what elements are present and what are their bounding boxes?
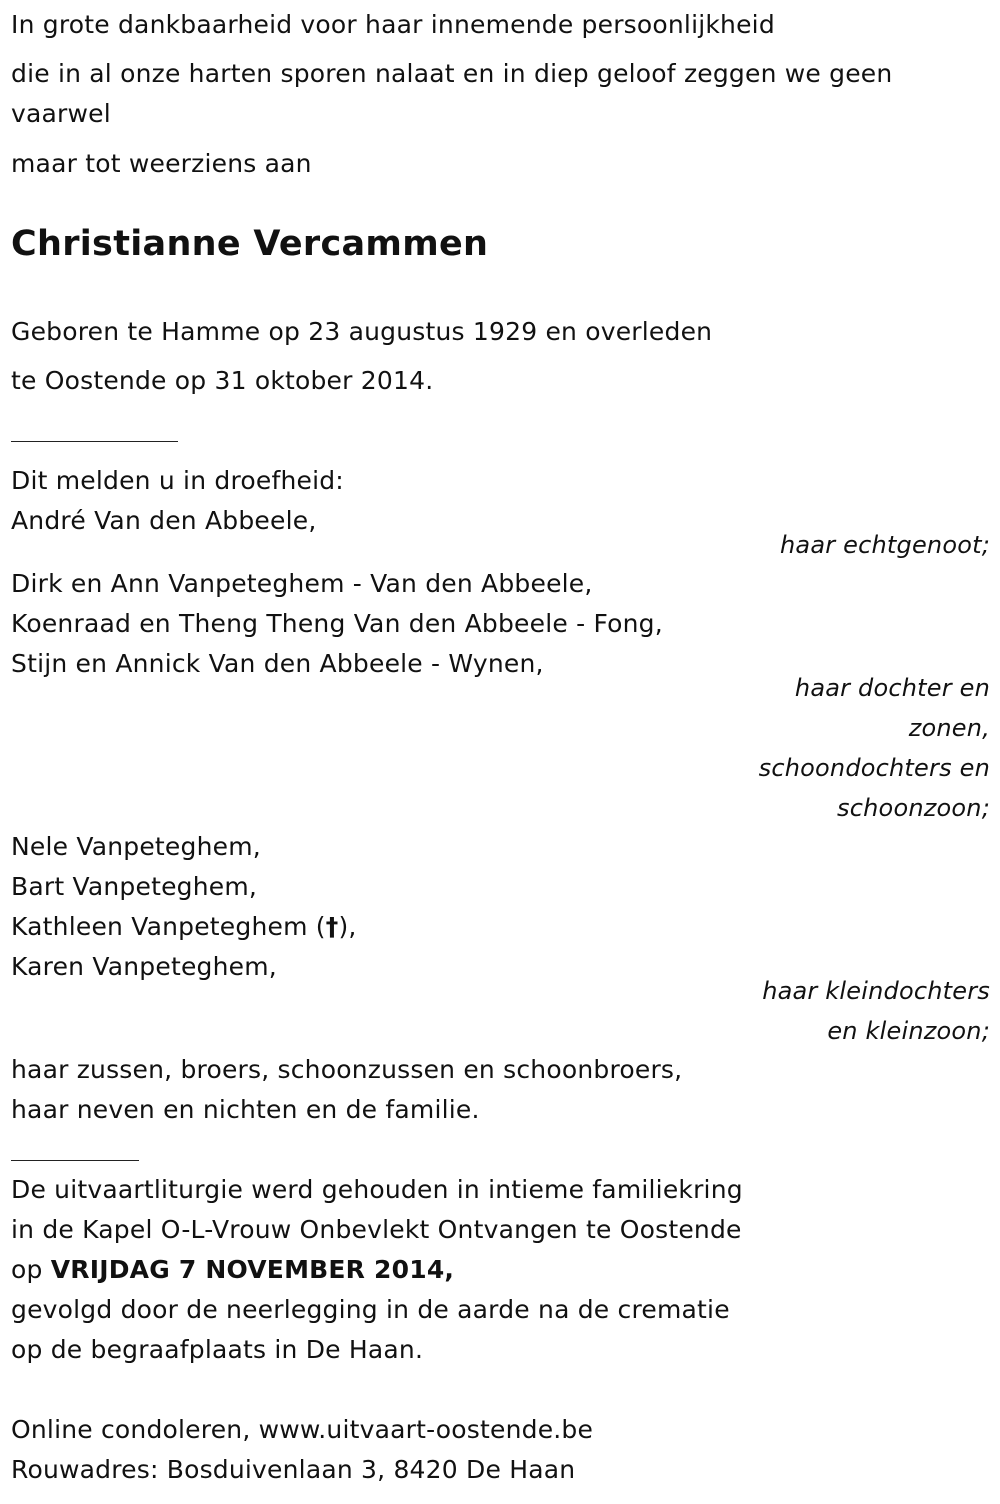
cross-icon: † — [325, 912, 339, 941]
children-role-1: haar dochter en — [794, 674, 990, 702]
cross-close: ), — [338, 912, 357, 941]
grandchild-line-2: Bart Vanpeteghem, — [11, 872, 258, 901]
child-line-3: Stijn en Annick Van den Abbeele - Wynen, — [11, 649, 544, 678]
grandchild-name-3: Kathleen Vanpeteghem ( — [11, 912, 326, 941]
mourning-address: Rouwadres: Bosduivenlaan 3, 8420 De Haan — [11, 1455, 576, 1484]
died-line: te Oostende op 31 oktober 2014. — [11, 366, 434, 395]
intro-line-3: vaarwel — [11, 99, 111, 128]
children-role-4: schoonzoon; — [837, 794, 990, 822]
divider-2 — [11, 1160, 139, 1161]
intro-line-1: In grote dankbaarheid voor haar innemende persoonlijkheid — [11, 10, 775, 39]
grandchildren-role-2: en kleinzoon; — [827, 1017, 990, 1045]
online-condolence: Online condoleren, www.uitvaart-oostende.be — [11, 1415, 594, 1444]
announcement-intro: Dit melden u in droefheid: — [11, 466, 344, 495]
deceased-name: Christianne Vercammen — [11, 224, 489, 264]
child-line-2: Koenraad en Theng Theng Van den Abbeele - Fong, — [11, 609, 663, 638]
grandchild-line-1: Nele Vanpeteghem, — [11, 832, 261, 861]
children-role-3: schoondochters en — [758, 754, 990, 782]
grandchild-line-4: Karen Vanpeteghem, — [11, 952, 277, 981]
funeral-date-prefix: op — [11, 1255, 51, 1284]
funeral-line-5: op de begraafplaats in De Haan. — [11, 1335, 424, 1364]
grandchild-line-3 — [11, 912, 357, 942]
intro-line-4: maar tot weerziens aan — [11, 149, 312, 178]
funeral-line-1: De uitvaartliturgie werd gehouden in intieme familiekring — [11, 1175, 743, 1204]
grandchildren-role-1: haar kleindochters — [762, 977, 990, 1005]
family-line-2: haar neven en nichten en de familie. — [11, 1095, 480, 1124]
funeral-line-3 — [11, 1255, 454, 1285]
divider-1 — [11, 441, 178, 442]
spouse-name: André Van den Abbeele, — [11, 506, 317, 535]
children-role-2: zonen, — [908, 714, 990, 742]
funeral-line-4: gevolgd door de neerlegging in de aarde na de crematie — [11, 1295, 730, 1324]
funeral-date: VRIJDAG 7 NOVEMBER 2014, — [50, 1255, 455, 1284]
funeral-line-2: in de Kapel O-L-Vrouw Onbevlekt Ontvangen te Oostende — [11, 1215, 742, 1244]
born-line: Geboren te Hamme op 23 augustus 1929 en overleden — [11, 317, 713, 346]
intro-line-2: die in al onze harten sporen nalaat en in diep geloof zeggen we geen — [11, 59, 893, 88]
family-line-1: haar zussen, broers, schoonzussen en schoonbroers, — [11, 1055, 683, 1084]
child-line-1: Dirk en Ann Vanpeteghem - Van den Abbeele, — [11, 569, 593, 598]
spouse-role: haar echtgenoot; — [780, 531, 990, 559]
